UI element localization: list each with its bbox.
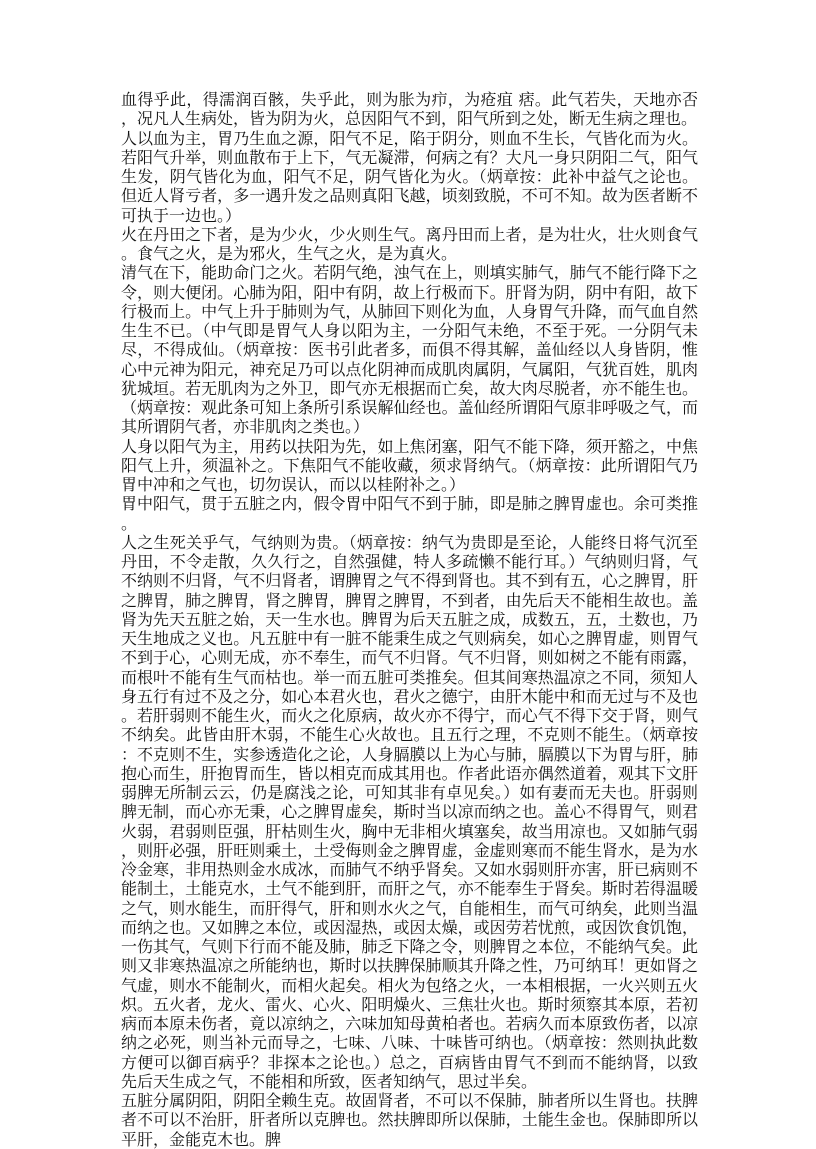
paragraph-stomach-yang: 胃中阳气，贯于五脏之内，假令胃中阳气不到于肺，即是肺之脾胃虚也。余可类推。 <box>121 494 698 533</box>
paragraph-clear-qi: 清气在下，能助命门之火。若阴气绝，浊气在上，则填实肺气，肺气不能行降下之令，则大便闭。心肺为阳，阳中有阴，故上行极而下。肝肾为阴，阴中有阳，故下行极而上。中气上升于肺则为气，从肺回下则化为血，人身胃气升降，而气血自然生生不已。（中气即是胃气人身以阳为主，一分阳气未绝，不至于死。一分阴气未尽，不得成仙。（炳章按：医书引此者多，而俱不得其解，盖仙经以人身皆阴，惟心中元神为阳元，神充足乃可以点化阴神而成肌肉属阴，气属阳，气犹百姓，肌肉犹城垣。若无肌肉为之外卫，即气亦无根据而亡矣，故大肉尽脱者，亦不能生也。（炳章按：观此条可知上条所引系误解仙经也。盖仙经所谓阳气原非呼吸之气，而其所谓阴气者，亦非肌肉之类也。） <box>121 263 698 437</box>
paragraph-blood-master: 人以血为主，胃乃生血之源，阳气不足，陷于阴分，则血不生长，气皆化而为火。若阳气升举，则血散布于上下，气无凝滞，何病之有？大凡一身只阴阳二气，阳气生发，阴气皆化为血，阳气不足，阴气皆化为火。（炳章按：此补中益气之论也。但近人肾亏者，多一遇升发之品则真阳飞越，顷刻致脱，不可不知。故为医者断不可执于一边也。） <box>121 128 698 225</box>
paragraph-yang-qi: 人身以阳气为主，用药以扶阳为先，如上焦闭塞，阳气不能下降，须开豁之，中焦阳气上升，须温补之。下焦阳气不能收藏，须求肾纳气。（炳章按：此所谓阳气乃胃中冲和之气也，切勿误认，而以以桂附补之。） <box>121 436 698 494</box>
paragraph-five-organs: 五脏分属阴阳，阴阳全赖生克。故固肾者，不可以不保肺，肺者所以生肾也。扶脾者不可以不治肝，肝者所以克脾也。然扶脾即所以保肺，土能生金也。保肺即所以平肝，金能克木也。脾 <box>121 1091 698 1149</box>
paragraph-fire-dantian: 火在丹田之下者，是为少火，少火则生气。离丹田而上者，是为壮火，壮火则食气。食气之火，是为邪火，生气之火，是为真火。 <box>121 224 698 263</box>
paragraph-blood: 血得乎此，得濡润百骸，失乎此，则为胀为疖，为疮疽 痞。此气若失，天地亦否，况凡人生病处，皆为阴为火，总因阳气不到，阳气所到之处，断无生病之理也。 <box>121 90 698 129</box>
document-page <box>121 90 698 1149</box>
paragraph-life-death-qi: 人之生死关乎气，气纳则为贵。（炳章按：纳气为贵即是至论，人能终日将气沉至丹田，不令走散，久久行之，自然强健，特人多疏懒不能行耳。）气纳则归肾，气不纳则不归肾，气不归肾者，谓脾胃之气不得到肾也。其不到有五，心之脾胃，肝之脾胃，肺之脾胃，肾之脾胃，脾胃之脾胃，不到者，由先后天不能相生故也。盖肾为先天五脏之始，天一生水也。脾胃为后天五脏之成，成数五，五，土数也，乃天生地成之义也。凡五脏中有一脏不能秉生成之气则病矣，如心之脾胃虚，则胃气不到于心，心则无成，亦不奉生，而气不归肾。气不归肾，则如树之不能有雨露，而根叶不能有生气而枯也。举一而五脏可类推矣。但其间寒热温凉之不同，须知人身五行有过不及之分，如心本君火也，君火之德宁，由肝木能中和而无过与不及也。若肝弱则不能生火，而火之化原病，故火亦不得宁，而心气不得下交于肾，则气不纳矣。此皆由肝木弱，不能生心火故也。且五行之理，不克则不能生。（炳章按：不克则不生，实参透造化之论，人身膈膜以上为心与肺，膈膜以下为胃与肝，肺抱心而生，肝抱胃而生，皆以相克而成其用也。作者此语亦偶然道着，观其下文肝弱脾无所制云云，仍是腐浅之论，可知其非有卓见矣。）如有妻而无夫也。肝弱则脾无制，而心亦无秉，心之脾胃虚矣，斯时当以凉而纳之也。盖心不得胃气，则君火弱，君弱则臣强，肝枯则生火，胸中无非相火填塞矣，故当用凉也。又如肺气弱，则肝必强，肝旺则乘土，土受侮则金之脾胃虚，金虚则寒而不能生肾水，是为水冷金寒，非用热则金水成冰，而肺气不纳乎肾矣。又如水弱则肝亦害，肝已病则不能制土，土能克水，土气不能到肝，而肝之气，亦不能奉生于肾矣。斯时若得温暖之气，则水能生，而肝得气，肝和则水火之气，自能相生，而气可纳矣，此则当温而纳之也。又如脾之本位，或因湿热，或因太燥，或因劳若忧煎，或因饮食饥饱，一伤其气，气则下行而不能及肺，肺乏下降之令，则脾胃之本位，不能纳气矣。此则又非寒热温凉之所能纳也，斯时以扶脾保肺顺其升降之性，乃可纳耳！更如肾之气虚，则水不能制火，而相火起矣。相火为包络之火，一本相根据，一火兴则五火炽。五火者，龙火、雷火、心火、阳明燥火、三焦壮火也。斯时须察其本原，若初病而本原未伤者，竟以凉纳之，六味加知母黄柏者也。若病久而本原致伤者，以凉纳之必死，则当补元而导之，七味、八味、十味皆可纳也。（炳章按：然则执此数方便可以御百病乎？非探本之论也。）总之，百病皆由胃气不到而不能纳肾，以致先后天生成之气，不能相和所致，医者知纳气，思过半矣。 <box>121 532 698 1091</box>
